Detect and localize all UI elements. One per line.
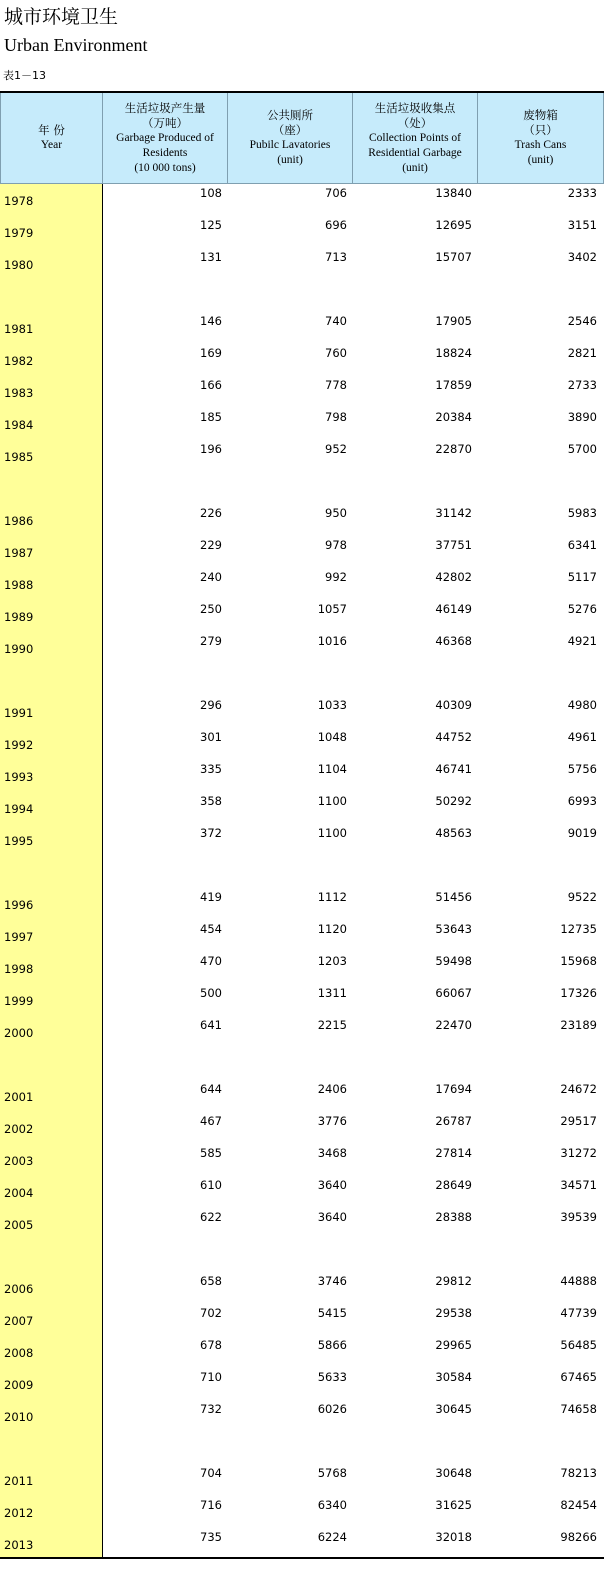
garbage-produced-cell: 372 bbox=[200, 826, 222, 840]
garbage-produced-cell: 301 bbox=[200, 730, 222, 744]
year-cell: 1999 bbox=[4, 994, 34, 1008]
table-row bbox=[0, 408, 604, 440]
garbage-produced-cell: 146 bbox=[200, 314, 222, 328]
garbage-produced-cell: 704 bbox=[200, 1466, 222, 1480]
table-row bbox=[0, 1080, 604, 1112]
year-cell: 1979 bbox=[4, 226, 34, 240]
trash-cans-cell: 31272 bbox=[560, 1146, 597, 1160]
header-trash-cans bbox=[478, 93, 604, 184]
collection-points-cell: 42802 bbox=[435, 570, 472, 584]
trash-cans-cell: 2546 bbox=[567, 314, 597, 328]
table-number: 表1－13 bbox=[3, 69, 46, 82]
year-cell: 1988 bbox=[4, 578, 34, 592]
trash-cans-cell: 74658 bbox=[560, 1402, 597, 1416]
year-cell: 1982 bbox=[4, 354, 34, 368]
header-unit-cn: （座） bbox=[272, 123, 308, 137]
table-row bbox=[0, 1336, 604, 1368]
table-row bbox=[0, 1176, 604, 1208]
trash-cans-cell: 5756 bbox=[567, 762, 597, 776]
year-cell: 1980 bbox=[4, 258, 34, 272]
collection-points-cell: 15707 bbox=[435, 250, 472, 264]
trash-cans-cell: 9522 bbox=[567, 890, 597, 904]
table-row bbox=[0, 824, 604, 856]
year-cell: 1984 bbox=[4, 418, 34, 432]
garbage-produced-cell: 735 bbox=[200, 1530, 222, 1544]
collection-points-cell: 22470 bbox=[435, 1018, 472, 1032]
page-title-en: Urban Environment bbox=[4, 35, 148, 55]
year-cell: 2001 bbox=[4, 1090, 34, 1104]
year-cell: 1991 bbox=[4, 706, 34, 720]
trash-cans-cell: 2821 bbox=[567, 346, 597, 360]
year-cell: 2000 bbox=[4, 1026, 34, 1040]
public-lavatories-cell: 1311 bbox=[317, 986, 347, 1000]
year-cell: 1989 bbox=[4, 610, 34, 624]
table-row bbox=[0, 888, 604, 920]
header-label-en: Collection Points of bbox=[369, 131, 461, 144]
header-label-cn: 废物箱 bbox=[523, 108, 558, 122]
year-cell: 1996 bbox=[4, 898, 34, 912]
year-cell: 1986 bbox=[4, 514, 34, 528]
public-lavatories-cell: 1100 bbox=[317, 826, 347, 840]
table-row bbox=[0, 248, 604, 280]
table-row bbox=[0, 1400, 604, 1432]
table-row bbox=[0, 1496, 604, 1528]
trash-cans-cell: 5700 bbox=[567, 442, 597, 456]
garbage-produced-cell: 678 bbox=[200, 1338, 222, 1352]
table-row bbox=[0, 312, 604, 344]
header-public-lavatories bbox=[228, 93, 353, 184]
year-cell: 2003 bbox=[4, 1154, 34, 1168]
header-label-en: Residents bbox=[142, 146, 188, 159]
header-garbage-produced bbox=[103, 93, 228, 184]
table-row bbox=[0, 760, 604, 792]
garbage-produced-cell: 610 bbox=[200, 1178, 222, 1192]
trash-cans-cell: 3402 bbox=[567, 250, 597, 264]
table-row bbox=[0, 344, 604, 376]
year-cell: 2004 bbox=[4, 1186, 34, 1200]
year-cell: 2007 bbox=[4, 1314, 34, 1328]
public-lavatories-cell: 3640 bbox=[317, 1210, 347, 1224]
year-cell: 1995 bbox=[4, 834, 34, 848]
garbage-produced-cell: 166 bbox=[200, 378, 222, 392]
collection-points-cell: 30584 bbox=[435, 1370, 472, 1384]
garbage-produced-cell: 622 bbox=[200, 1210, 222, 1224]
collection-points-cell: 29538 bbox=[435, 1306, 472, 1320]
trash-cans-cell: 5983 bbox=[567, 506, 597, 520]
public-lavatories-cell: 1048 bbox=[317, 730, 347, 744]
trash-cans-cell: 17326 bbox=[560, 986, 597, 1000]
garbage-produced-cell: 641 bbox=[200, 1018, 222, 1032]
trash-cans-cell: 82454 bbox=[560, 1498, 597, 1512]
trash-cans-cell: 9019 bbox=[567, 826, 597, 840]
year-cell: 1983 bbox=[4, 386, 34, 400]
garbage-produced-cell: 467 bbox=[200, 1114, 222, 1128]
collection-points-cell: 53643 bbox=[435, 922, 472, 936]
public-lavatories-cell: 760 bbox=[325, 346, 347, 360]
collection-points-cell: 20384 bbox=[435, 410, 472, 424]
garbage-produced-cell: 500 bbox=[200, 986, 222, 1000]
garbage-produced-cell: 732 bbox=[200, 1402, 222, 1416]
table-row bbox=[0, 376, 604, 408]
header-collection-points bbox=[353, 93, 478, 184]
table-row bbox=[0, 1528, 604, 1560]
table-row bbox=[0, 952, 604, 984]
garbage-produced-cell: 229 bbox=[200, 538, 222, 552]
garbage-produced-cell: 358 bbox=[200, 794, 222, 808]
trash-cans-cell: 44888 bbox=[560, 1274, 597, 1288]
trash-cans-cell: 29517 bbox=[560, 1114, 597, 1128]
collection-points-cell: 22870 bbox=[435, 442, 472, 456]
header-unit-cn: （万吨） bbox=[142, 115, 188, 130]
trash-cans-cell: 67465 bbox=[560, 1370, 597, 1384]
public-lavatories-cell: 1112 bbox=[317, 890, 347, 904]
header-label-cn: 年 份 bbox=[38, 123, 65, 137]
collection-points-cell: 17859 bbox=[435, 378, 472, 392]
table-row bbox=[0, 920, 604, 952]
year-cell: 2013 bbox=[4, 1538, 34, 1552]
public-lavatories-cell: 1057 bbox=[317, 602, 347, 616]
year-cell: 2009 bbox=[4, 1378, 34, 1392]
header-year bbox=[0, 93, 103, 184]
garbage-produced-cell: 702 bbox=[200, 1306, 222, 1320]
public-lavatories-cell: 696 bbox=[325, 218, 347, 232]
header-unit-en: (unit) bbox=[402, 161, 428, 174]
header-label-en: Garbage Produced of bbox=[116, 131, 214, 144]
public-lavatories-cell: 1033 bbox=[317, 698, 347, 712]
year-cell: 1993 bbox=[4, 770, 34, 784]
public-lavatories-cell: 952 bbox=[325, 442, 347, 456]
year-cell: 1985 bbox=[4, 450, 34, 464]
trash-cans-cell: 24672 bbox=[560, 1082, 597, 1096]
collection-points-cell: 18824 bbox=[435, 346, 472, 360]
garbage-produced-cell: 644 bbox=[200, 1082, 222, 1096]
garbage-produced-cell: 279 bbox=[200, 634, 222, 648]
garbage-produced-cell: 226 bbox=[200, 506, 222, 520]
table-row bbox=[0, 568, 604, 600]
trash-cans-cell: 23189 bbox=[560, 1018, 597, 1032]
public-lavatories-cell: 1016 bbox=[317, 634, 347, 648]
trash-cans-cell: 39539 bbox=[560, 1210, 597, 1224]
header-unit-cn: （处） bbox=[397, 115, 433, 130]
collection-points-cell: 17694 bbox=[435, 1082, 472, 1096]
public-lavatories-cell: 1120 bbox=[317, 922, 347, 936]
table-row bbox=[0, 504, 604, 536]
public-lavatories-cell: 740 bbox=[325, 314, 347, 328]
trash-cans-cell: 5117 bbox=[567, 570, 597, 584]
collection-points-cell: 40309 bbox=[435, 698, 472, 712]
collection-points-cell: 28649 bbox=[435, 1178, 472, 1192]
trash-cans-cell: 3890 bbox=[567, 410, 597, 424]
table-bottom-rule bbox=[0, 1557, 604, 1559]
collection-points-cell: 46368 bbox=[435, 634, 472, 648]
year-cell: 1994 bbox=[4, 802, 34, 816]
public-lavatories-cell: 950 bbox=[325, 506, 347, 520]
public-lavatories-cell: 6224 bbox=[317, 1530, 347, 1544]
public-lavatories-cell: 3776 bbox=[317, 1114, 347, 1128]
trash-cans-cell: 98266 bbox=[560, 1530, 597, 1544]
public-lavatories-cell: 713 bbox=[325, 250, 347, 264]
collection-points-cell: 32018 bbox=[435, 1530, 472, 1544]
garbage-produced-cell: 335 bbox=[200, 762, 222, 776]
trash-cans-cell: 2733 bbox=[567, 378, 597, 392]
public-lavatories-cell: 6026 bbox=[317, 1402, 347, 1416]
public-lavatories-cell: 1203 bbox=[317, 954, 347, 968]
collection-points-cell: 44752 bbox=[435, 730, 472, 744]
table-row bbox=[0, 728, 604, 760]
year-cell: 2008 bbox=[4, 1346, 34, 1360]
public-lavatories-cell: 6340 bbox=[317, 1498, 347, 1512]
collection-points-cell: 59498 bbox=[435, 954, 472, 968]
collection-points-cell: 13840 bbox=[435, 186, 472, 200]
public-lavatories-cell: 3468 bbox=[317, 1146, 347, 1160]
trash-cans-cell: 5276 bbox=[567, 602, 597, 616]
table-row bbox=[0, 216, 604, 248]
collection-points-cell: 46149 bbox=[435, 602, 472, 616]
public-lavatories-cell: 778 bbox=[325, 378, 347, 392]
collection-points-cell: 66067 bbox=[435, 986, 472, 1000]
collection-points-cell: 26787 bbox=[435, 1114, 472, 1128]
garbage-produced-cell: 716 bbox=[200, 1498, 222, 1512]
year-cell: 2010 bbox=[4, 1410, 34, 1424]
table-row bbox=[0, 792, 604, 824]
trash-cans-cell: 4961 bbox=[567, 730, 597, 744]
collection-points-cell: 31142 bbox=[435, 506, 472, 520]
header-label-en: Trash Cans bbox=[514, 139, 567, 151]
public-lavatories-cell: 2406 bbox=[317, 1082, 347, 1096]
trash-cans-cell: 78213 bbox=[560, 1466, 597, 1480]
table-row bbox=[0, 632, 604, 664]
collection-points-cell: 46741 bbox=[435, 762, 472, 776]
trash-cans-cell: 4980 bbox=[567, 698, 597, 712]
public-lavatories-cell: 706 bbox=[325, 186, 347, 200]
collection-points-cell: 50292 bbox=[435, 794, 472, 808]
trash-cans-cell: 6341 bbox=[567, 538, 597, 552]
header-label-cn: 生活垃圾收集点 bbox=[374, 100, 456, 115]
collection-points-cell: 12695 bbox=[435, 218, 472, 232]
public-lavatories-cell: 992 bbox=[325, 570, 347, 584]
year-cell: 1987 bbox=[4, 546, 34, 560]
garbage-produced-cell: 585 bbox=[200, 1146, 222, 1160]
garbage-produced-cell: 125 bbox=[200, 218, 222, 232]
header-unit-en: (unit) bbox=[527, 154, 554, 166]
trash-cans-cell: 2333 bbox=[567, 186, 597, 200]
table-row bbox=[0, 1464, 604, 1496]
garbage-produced-cell: 250 bbox=[200, 602, 222, 616]
year-cell: 1997 bbox=[4, 930, 34, 944]
year-cell: 2011 bbox=[4, 1474, 34, 1488]
header-unit-cn: （只） bbox=[523, 123, 558, 137]
trash-cans-cell: 4921 bbox=[567, 634, 597, 648]
garbage-produced-cell: 196 bbox=[200, 442, 222, 456]
year-cell: 1992 bbox=[4, 738, 34, 752]
trash-cans-cell: 15968 bbox=[560, 954, 597, 968]
public-lavatories-cell: 978 bbox=[325, 538, 347, 552]
data-table bbox=[0, 91, 604, 1558]
trash-cans-cell: 3151 bbox=[567, 218, 597, 232]
year-cell: 1978 bbox=[4, 194, 34, 208]
header-unit-en: (10 000 tons) bbox=[134, 161, 196, 174]
table-row bbox=[0, 1368, 604, 1400]
collection-points-cell: 27814 bbox=[435, 1146, 472, 1160]
trash-cans-cell: 12735 bbox=[560, 922, 597, 936]
header-label-cn: 生活垃圾产生量 bbox=[124, 100, 206, 115]
year-cell: 1998 bbox=[4, 962, 34, 976]
table-row bbox=[0, 696, 604, 728]
table-row bbox=[0, 1016, 604, 1048]
year-cell: 2002 bbox=[4, 1122, 34, 1136]
page-title-cn: 城市环境卫生 bbox=[4, 6, 119, 28]
collection-points-cell: 30648 bbox=[435, 1466, 472, 1480]
table-row bbox=[0, 1112, 604, 1144]
trash-cans-cell: 34571 bbox=[560, 1178, 597, 1192]
table-row bbox=[0, 440, 604, 472]
collection-points-cell: 31625 bbox=[435, 1498, 472, 1512]
public-lavatories-cell: 3640 bbox=[317, 1178, 347, 1192]
year-cell: 2005 bbox=[4, 1218, 34, 1232]
public-lavatories-cell: 5415 bbox=[317, 1306, 347, 1320]
public-lavatories-cell: 5866 bbox=[317, 1338, 347, 1352]
garbage-produced-cell: 185 bbox=[200, 410, 222, 424]
garbage-produced-cell: 131 bbox=[200, 250, 222, 264]
collection-points-cell: 17905 bbox=[435, 314, 472, 328]
public-lavatories-cell: 5633 bbox=[317, 1370, 347, 1384]
garbage-produced-cell: 454 bbox=[200, 922, 222, 936]
public-lavatories-cell: 5768 bbox=[317, 1466, 347, 1480]
public-lavatories-cell: 1100 bbox=[317, 794, 347, 808]
collection-points-cell: 28388 bbox=[435, 1210, 472, 1224]
garbage-produced-cell: 240 bbox=[200, 570, 222, 584]
trash-cans-cell: 56485 bbox=[560, 1338, 597, 1352]
garbage-produced-cell: 108 bbox=[200, 186, 222, 200]
table-row bbox=[0, 1144, 604, 1176]
table-row bbox=[0, 600, 604, 632]
header-unit-en: (unit) bbox=[277, 154, 303, 166]
garbage-produced-cell: 169 bbox=[200, 346, 222, 360]
public-lavatories-cell: 3746 bbox=[317, 1274, 347, 1288]
collection-points-cell: 37751 bbox=[435, 538, 472, 552]
table-row bbox=[0, 184, 604, 216]
collection-points-cell: 51456 bbox=[435, 890, 472, 904]
public-lavatories-cell: 1104 bbox=[317, 762, 347, 776]
collection-points-cell: 30645 bbox=[435, 1402, 472, 1416]
year-cell: 1981 bbox=[4, 322, 34, 336]
trash-cans-cell: 6993 bbox=[567, 794, 597, 808]
header-label-en: Year bbox=[40, 139, 63, 151]
collection-points-cell: 29812 bbox=[435, 1274, 472, 1288]
header-label-en: Pubilc Lavatories bbox=[249, 139, 331, 151]
garbage-produced-cell: 470 bbox=[200, 954, 222, 968]
table-row bbox=[0, 1272, 604, 1304]
collection-points-cell: 48563 bbox=[435, 826, 472, 840]
header-label-en: Residential Garbage bbox=[368, 146, 462, 159]
year-cell: 2012 bbox=[4, 1506, 34, 1520]
public-lavatories-cell: 798 bbox=[325, 410, 347, 424]
year-cell: 2006 bbox=[4, 1282, 34, 1296]
trash-cans-cell: 47739 bbox=[560, 1306, 597, 1320]
table-row bbox=[0, 536, 604, 568]
header-label-cn: 公共厕所 bbox=[267, 108, 313, 122]
garbage-produced-cell: 296 bbox=[200, 698, 222, 712]
garbage-produced-cell: 710 bbox=[200, 1370, 222, 1384]
table-row bbox=[0, 1304, 604, 1336]
garbage-produced-cell: 419 bbox=[200, 890, 222, 904]
year-cell: 1990 bbox=[4, 642, 34, 656]
table-row bbox=[0, 984, 604, 1016]
collection-points-cell: 29965 bbox=[435, 1338, 472, 1352]
garbage-produced-cell: 658 bbox=[200, 1274, 222, 1288]
table-row bbox=[0, 1208, 604, 1240]
public-lavatories-cell: 2215 bbox=[317, 1018, 347, 1032]
